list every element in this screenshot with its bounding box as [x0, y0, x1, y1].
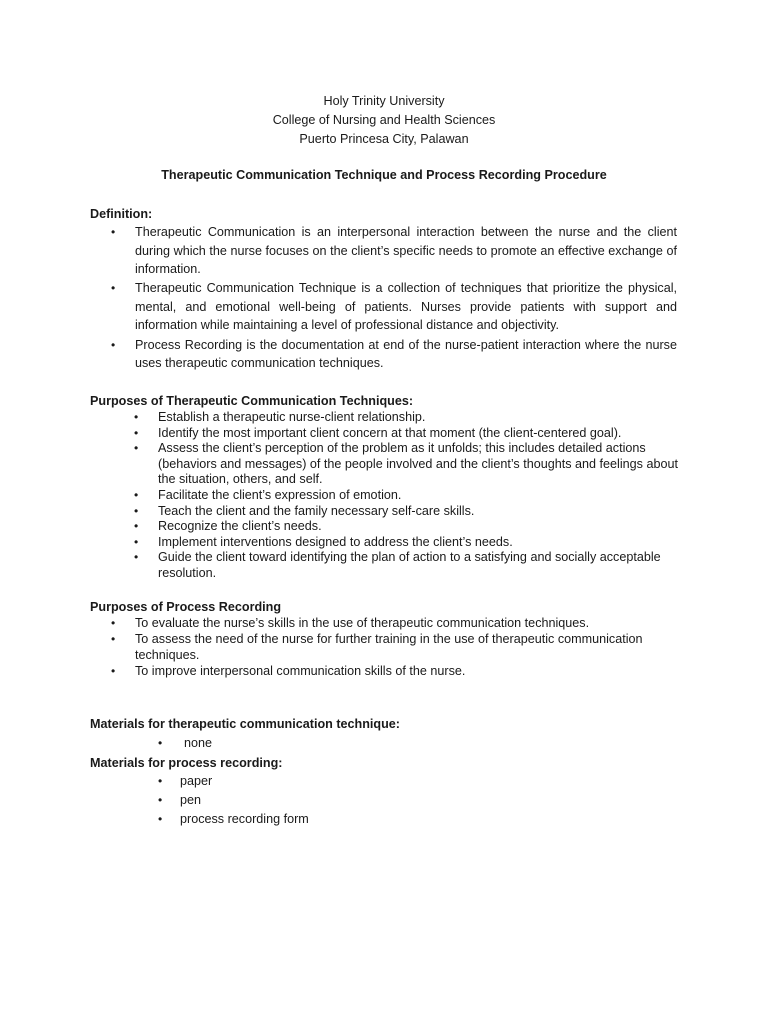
- bullet-icon: •: [111, 337, 116, 352]
- purposes-tc-list: [134, 410, 678, 582]
- location: Puerto Princesa City, Palawan: [299, 132, 469, 146]
- list-item: • pen: [180, 791, 480, 810]
- list-item: • Process Recording is the documentation at end of the nurse-patient interaction where the nurse uses therapeutic communication techniques.: [111, 337, 677, 371]
- materials-pr-heading: Materials for process recording:: [90, 756, 283, 770]
- college-name: College of Nursing and Health Sciences: [272, 113, 496, 127]
- list-item: • Therapeutic Communication Technique is a collection of techniques that prioritize the physical, mental, and emotional well-being of patients. Nurses provide patients with support and information while maintaining a level of professional distance and objectivity.: [111, 281, 677, 333]
- list-item: • Assess the client’s perception of the problem as it unfolds; this includes detailed actions (behaviors and messages) of the people involved and the client’s thoughts and feelings about the situation, others, and self.: [134, 441, 678, 487]
- definition-heading: Definition:: [90, 207, 153, 221]
- materials-tc-list: [158, 734, 384, 753]
- bullet-icon: •: [134, 534, 139, 549]
- bullet-icon: •: [134, 425, 139, 440]
- bullet-icon: •: [134, 441, 139, 456]
- list-item: • Facilitate the client’s expression of emotion.: [134, 487, 402, 502]
- university-name: Holy Trinity University: [323, 94, 445, 108]
- list-item: • Recognize the client’s needs.: [134, 519, 322, 534]
- list-item: • Establish a therapeutic nurse-client relationship.: [134, 410, 426, 424]
- bullet-icon: •: [111, 225, 116, 239]
- list-item: • To improve interpersonal communication skills of the nurse.: [111, 664, 466, 678]
- materials-tc-heading: Materials for therapeutic communication technique:: [90, 717, 400, 731]
- bullet-icon: •: [158, 736, 163, 750]
- bullet-icon: •: [111, 616, 116, 630]
- purposes-tc-heading: Purposes of Therapeutic Communication Techniques:: [90, 394, 414, 408]
- list-item: • To assess the need of the nurse for further training in the use of therapeutic communication techniques.: [111, 632, 643, 662]
- bullet-icon: •: [134, 519, 139, 534]
- document-title: Therapeutic Communication Technique and Process Recording Procedure: [161, 168, 607, 182]
- list-item: • Teach the client and the family necessary self-care skills.: [134, 503, 475, 518]
- bullet-icon: •: [134, 550, 139, 565]
- list-item: • To evaluate the nurse’s skills in the use of therapeutic communication techniques.: [111, 616, 590, 630]
- list-item: • none: [184, 734, 384, 753]
- list-item: • Identify the most important client concern at that moment (the client-centered goal).: [134, 425, 622, 440]
- definition-list: [111, 223, 677, 373]
- list-item: • Therapeutic Communication is an interpersonal interaction between the nurse and the client during which the nurse focuses on the client’s specific needs to promote an effective exchange of information.: [111, 225, 677, 277]
- purposes-pr-heading: Purposes of Process Recording: [90, 600, 282, 614]
- bullet-icon: •: [134, 487, 139, 502]
- purposes-pr-list: [111, 615, 677, 679]
- materials-pr-list: [158, 772, 480, 829]
- document-header: [0, 92, 768, 149]
- bullet-icon: •: [111, 632, 116, 646]
- list-item: • Guide the client toward identifying the plan of action to a satisfying and socially acceptable resolution.: [134, 550, 661, 580]
- bullet-icon: •: [111, 664, 116, 678]
- bullet-icon: •: [134, 503, 139, 518]
- bullet-icon: •: [158, 812, 163, 826]
- bullet-icon: •: [111, 281, 116, 296]
- list-item: • process recording form: [180, 810, 480, 829]
- bullet-icon: •: [134, 410, 139, 424]
- bullet-icon: •: [158, 793, 163, 807]
- bullet-icon: •: [158, 774, 163, 788]
- list-item: • paper: [180, 772, 480, 791]
- list-item: • Implement interventions designed to address the client’s needs.: [134, 534, 513, 549]
